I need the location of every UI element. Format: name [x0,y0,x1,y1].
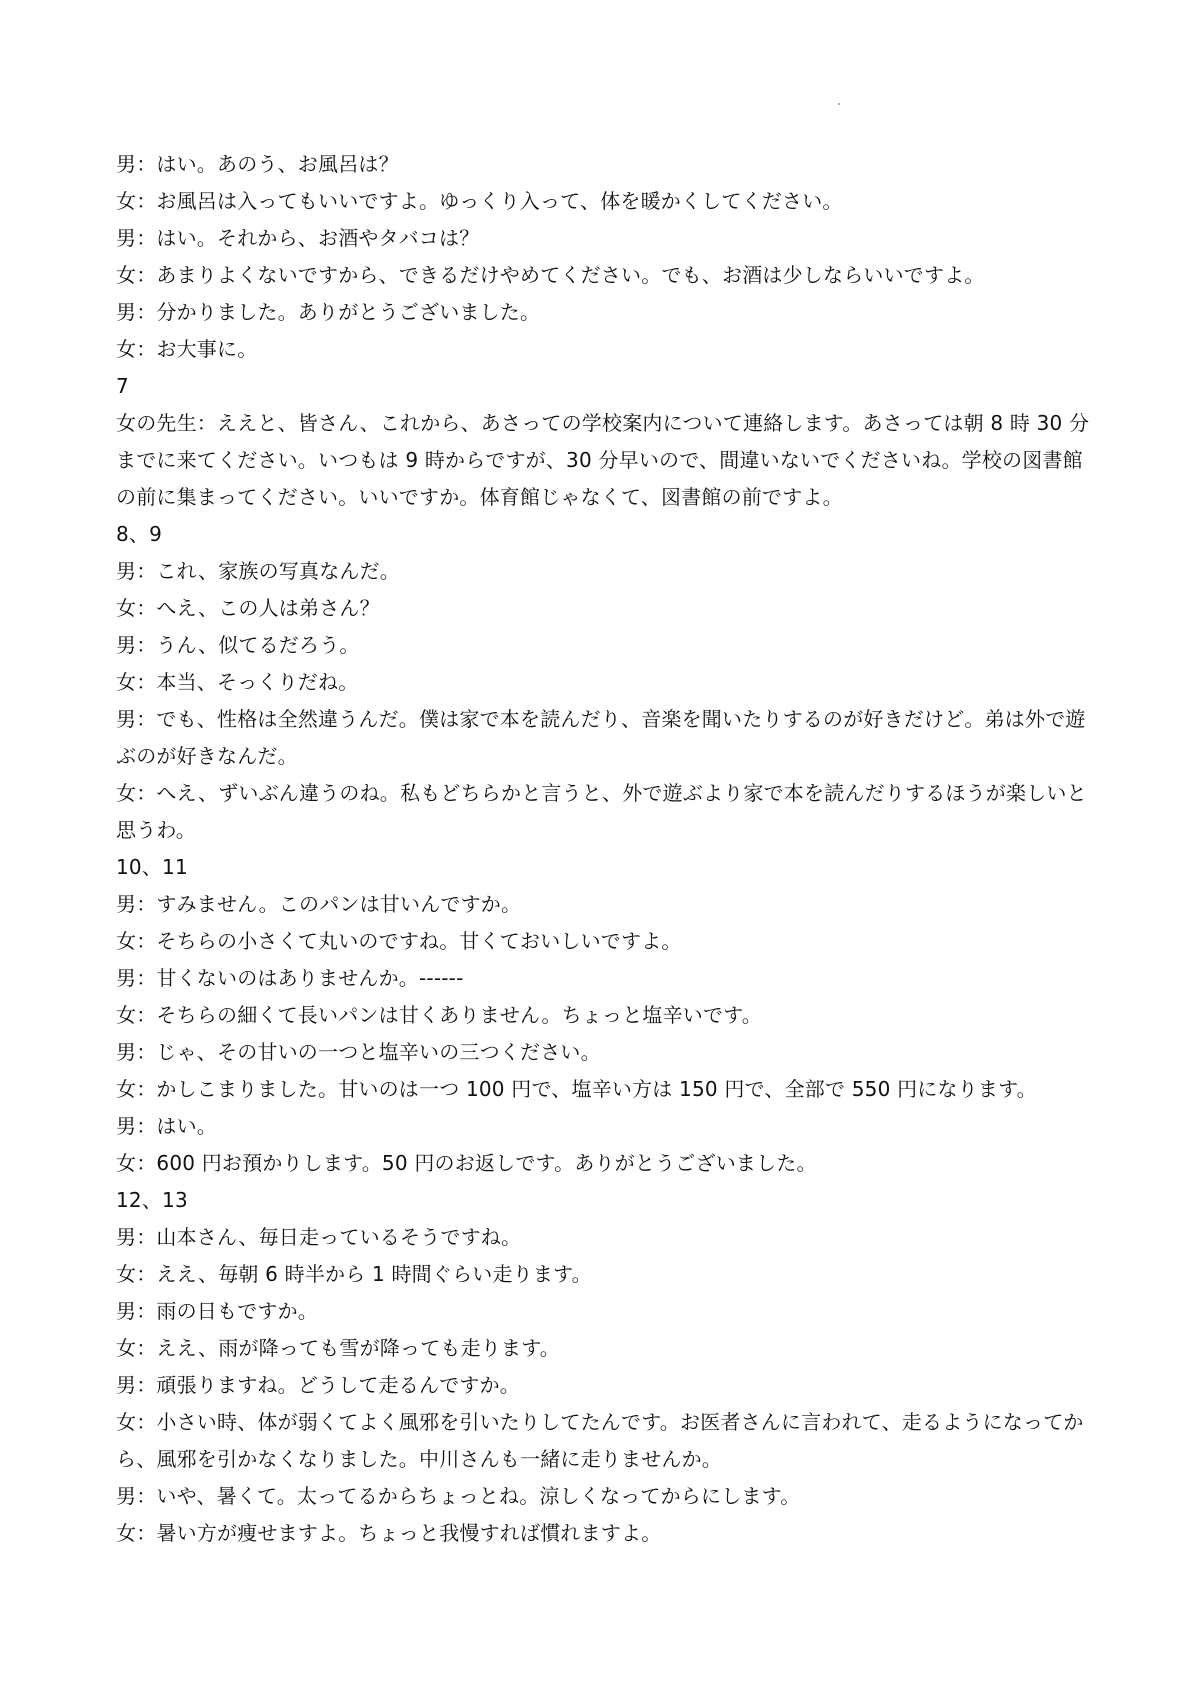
dialogue-line: 男：頑張りますね。どうして走るんですか。 [116,1373,520,1397]
dialogue-line: 男：分かりました。ありがとうございました。 [116,300,541,324]
dialogue-line: 女：本当、そっくりだね。 [116,670,359,694]
dialogue-line: 男：はい。あのう、お風呂は？ [116,152,399,176]
dialogue-line: 女：そちらの小さくて丸いのですね。甘くておいしいですよ。 [116,929,682,953]
announcement-paragraph: 女の先生：ええと、皆さん、これから、あさっての学校案内について連絡します。あさっては朝 8 時 30 分までに来てください。いつもは 9 時からですが、30 分早いので、間違いないでくださいね。学校の図書館の前に集まってください。いいですか。体育館じゃなくて、図書館の前ですよ。 [116,411,1090,509]
dialogue-line: 女：そちらの細くて長いパンは甘くありません。ちょっと塩辛いです。 [116,1003,762,1027]
dialogue-line: 男：うん、似てるだろう。 [116,633,360,657]
dialogue-line: 女：ええ、雨が降っても雪が降っても走ります。 [116,1336,560,1360]
dialogue-line: 男：いや、暑くて。太ってるからちょっとね。涼しくなってからにします。 [116,1484,801,1508]
dialogue-line: 女：かしこまりました。甘いのは一つ 100 円で、塩辛い方は 150 円で、全部で 550 円になります。 [116,1077,1037,1101]
dialogue-line: 男：これ、家族の写真なんだ。 [116,559,400,583]
section-number: 10、11 [116,855,188,879]
dialogue-line: 男：雨の日もですか。 [116,1299,318,1323]
section-number: 7 [116,374,129,398]
dialogue-line: 女：暑い方が痩せますよ。ちょっと我慢すれば慣れますよ。 [116,1521,662,1545]
dialogue-line: 女：へえ、この人は弟さん？ [116,596,380,620]
dialogue-line: 女：ええ、毎朝 6 時半から 1 時間ぐらい走ります。 [116,1262,592,1286]
dialogue-line: 男：すみません。このパンは甘いんですか。 [116,892,522,916]
dialogue-line: 女：お大事に。 [116,337,258,361]
dialogue-line: 女：小さい時、体が弱くてよく風邪を引いたりしてたんです。お医者さんに言われて、走るようになってから、風邪を引かなくなりました。中川さんも一緒に走りませんか。 [116,1410,1084,1471]
transcript-page [116,146,1101,1552]
section-number: 8、9 [116,522,163,546]
dialogue-line: 男：山本さん、毎日走っているそうですね。 [116,1225,522,1249]
dialogue-line: 女：600 円お預かりします。50 円のお返しです。ありがとうございました。 [116,1151,817,1175]
dialogue-line: 男：じゃ、その甘いの一つと塩辛いの三つください。 [116,1040,601,1064]
scan-speck [838,103,840,105]
dialogue-line: 女：あまりよくないですから、できるだけやめてください。でも、お酒は少しならいいですよ。 [116,263,985,287]
section-number: 12、13 [116,1188,188,1212]
dialogue-line: 女：へえ、ずいぶん違うのね。私もどちらかと言うと、外で遊ぶより家で本を読んだりするほうが楽しいと思うわ。 [116,781,1087,842]
dialogue-line: 男：はい。 [116,1114,217,1138]
dialogue-line: 男：はい。それから、お酒やタバコは？ [116,226,480,250]
dialogue-line: 男：甘くないのはありませんか。------ [116,966,464,990]
dialogue-line: 女：お風呂は入ってもいいですよ。ゆっくり入って、体を暖かくしてください。 [116,189,843,213]
dialogue-line: 男：でも、性格は全然違うんだ。僕は家で本を読んだり、音楽を聞いたりするのが好きだけど。弟は外で遊ぶのが好きなんだ。 [116,707,1086,768]
